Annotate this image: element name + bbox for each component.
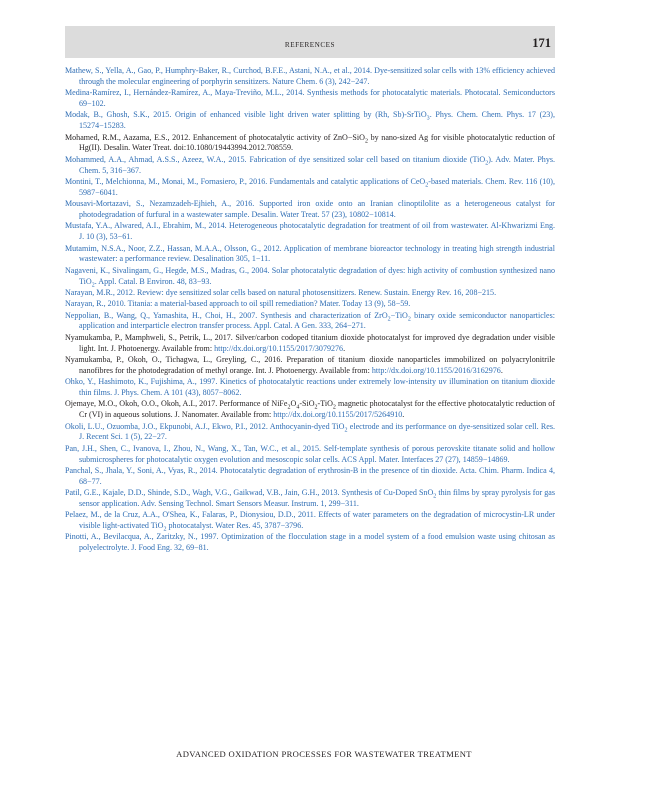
reference-text: Mohammed, A.A., Ahmad, A.S.S., Azeez, W.A., 2015. Fabrication of dye sensitized solar cell based on titanium dioxide (TiO: [65, 154, 486, 164]
subscript: 2: [407, 316, 411, 323]
subscript: 4: [296, 404, 300, 411]
reference-entry: [65, 355, 555, 377]
reference-text: photocatalyst. Water Res. 45, 3787−3796.: [166, 521, 304, 531]
reference-entry: [65, 299, 555, 310]
running-footer: ADVANCED OXIDATION PROCESSES FOR WASTEWATER TREATMENT: [176, 749, 472, 759]
reference-entry: [65, 488, 555, 510]
doi-link[interactable]: http://dx.doi.org/10.1155/2017/3079276: [214, 343, 344, 353]
reference-entry: [65, 244, 555, 266]
reference-text: . Phys. Chem. Chem. Phys. 17 (23), 15274−15283.: [79, 110, 555, 131]
reference-text: Mohamed, R.M., Aazama, E.S., 2012. Enhancement of photocatalytic activity of ZnO−SiO: [65, 132, 365, 142]
reference-text: Montini, T., Melchionna, M., Monai, M., Fornasiero, P., 2016. Fundamentals and catalytic applications of CeO: [65, 176, 426, 186]
reference-text: -based materials. Chem. Rev. 116 (10), 5987−6041.: [79, 176, 555, 197]
subscript: 2: [387, 316, 391, 323]
reference-text: Pan, J.H., Shen, C., Ivanova, I., Zhou, N., Wang, X., Tan, W.C., et al., 2015. Self-template synthesis of porous perovskite titanate solid and hollow submicrospheres for photocatalytic oxygen evolution and mesoscopic solar cells. ACS Appl. Mater. Interfaces 27 (27), 14859−14869.: [65, 443, 555, 464]
reference-text: Panchal, S., Jhala, Y., Soni, A., Vyas, R., 2014. Photocatalytic degradation of erythrosin-B in the presence of tin dioxide. Acta. Chim. Pharm. Indica 4, 68−77.: [65, 465, 555, 486]
reference-text: O: [290, 399, 297, 409]
reference-entry: [65, 155, 555, 177]
subscript: 2: [91, 282, 95, 289]
reference-text: Modak, B., Ghosh, S.K., 2015. Origin of enhanced visible light driven water splitting by (Rh, Sb)-SrTiO: [65, 110, 427, 120]
reference-text: binary oxide semiconductor nanoparticles: application and interparticle electron transfer process. Appl. Catal. A Gen. 333, 264−271.: [79, 310, 555, 331]
reference-text: ). Adv. Mater. Phys. Chem. 5, 316−367.: [79, 154, 555, 175]
reference-entry: [65, 377, 555, 399]
subscript: 2: [287, 404, 291, 411]
reference-text: Okoli, L.U., Ozuomba, J.O., Ekpunobi, A.J., Ekwo, P.I., 2012. Anthocyanin-dyed TiO: [65, 421, 345, 431]
reference-text: Nyamukamba, P., Okoh, O., Tichagwa, L., Greyling, C., 2016. Preparation of titanium dioxide nanoparticles immobilized on polyacrylonitrile nanofibres for the photodegradation of methyl orange. Int. J. Photoenergy. Available from:: [65, 354, 555, 375]
subscript: 2: [332, 404, 336, 411]
reference-entry: [65, 466, 555, 488]
reference-entry: [65, 66, 555, 88]
subscript: 2: [433, 493, 437, 500]
subscript: 2: [314, 404, 318, 411]
reference-entry: [65, 444, 555, 466]
reference-text: Neppolian, B., Wang, Q., Yamashita, H., Choi, H., 2007. Synthesis and characterization of ZrO: [65, 310, 388, 320]
doi-link[interactable]: http://dx.doi.org/10.1155/2016/3162976: [371, 365, 501, 375]
subscript: 3: [426, 115, 430, 122]
reference-entry: [65, 177, 555, 199]
reference-entry: [65, 288, 555, 299]
reference-text: Pinotti, A., Bevilacqua, A., Zaritzky, N., 1997. Optimization of the flocculation stage in a model system of a food emulsion waste using chitosan as polyelectrolyte. J. Food Eng. 32, 69−81.: [65, 532, 555, 553]
subscript: 2: [425, 182, 429, 189]
header-title: REFERENCES: [284, 41, 336, 49]
reference-entry: [65, 88, 555, 110]
reference-text: . Appl. Catal. B Environ. 48, 83−93.: [94, 276, 212, 286]
reference-text: Ojemaye, M.O., Okoh, O.O., Okoh, A.I., 2017. Performance of NiFe: [65, 399, 288, 409]
reference-text: -TiO: [317, 399, 333, 409]
reference-entry: [65, 199, 555, 221]
reference-entry: [65, 311, 555, 333]
reference-text: Medina-Ramírez, I., Hernández-Ramírez, A., Maya-Treviño, M.L., 2014. Synthesis methods for photocatalytic materials. Photocatal. Semiconductors 69−102.: [65, 88, 555, 109]
subscript: 2: [364, 138, 368, 145]
subscript: 2: [344, 427, 348, 434]
reference-text: magnetic photocatalyst for the effective photocatalytic reduction of Cr (VI) in aqueous solutions. J. Nanomater. Available from:: [79, 399, 555, 420]
reference-entry: [65, 266, 555, 288]
reference-text: Mustafa, Y.A., Alwared, A.I., Ebrahim, M., 2014. Heterogeneous photocatalytic degradation for treatment of oil from wastewater. Al-Khwarizmi Eng. J. 10 (3), 53−61.: [65, 221, 555, 242]
reference-entry: [65, 333, 555, 355]
reference-entry: [65, 399, 555, 421]
reference-text: Mutamim, N.S.A., Noor, Z.Z., Hassan, M.A.A., Olsson, G., 2012. Application of membrane bioreactor technology in treating high strength industrial wastewater: a performance review. Desalination 305, 1−11.: [65, 243, 555, 264]
reference-text: thin films by spray pyrolysis for gas sensor application. Adv. Sensing Technol. Smart Sensors Measur. Instrum. 1, 299−311.: [79, 488, 555, 508]
reference-entry: [65, 422, 555, 444]
reference-text: by nano-sized Ag for visible photocatalytic reduction of Hg(II). Desalin. Water Treat. doi:10.1080/19443994.2012.708559.: [79, 132, 555, 153]
reference-text: .: [500, 365, 503, 375]
reference-text: electrode and its performance on dye-sensitized solar cell. Res. J. Recent Sci. 1 (5), 22−27.: [79, 421, 555, 442]
reference-text: Ohko, Y., Hashimoto, K., Fujishima, A., 1997. Kinetics of photocatalytic reactions under extremely low-intensity uv illumination on titanium dioxide thin films. J. Phys. Chem. A 101 (43), 8057−8062.: [65, 377, 555, 397]
reference-text: Patil, G.E., Kajale, D.D., Shinde, S.D., Wagh, V.G., Gaikwad, V.B., Jain, G.H., 2013. Synthesis of Cu-Doped SnO: [65, 488, 434, 498]
reference-entry: [65, 510, 555, 532]
reference-text: Narayan, M.R., 2012. Review: dye sensitized solar cells based on natural photosensitizers. Renew. Sustain. Energy Rev. 16, 208−215.: [65, 287, 497, 297]
reference-entry: [65, 133, 555, 155]
reference-text: Pelaez, M., de la Cruz, A.A., O'Shea, K., Falaras, P., Dionysiou, D.D., 2011. Effects of water parameters on the degradation of microcystin-LR under visible light-activated TiO: [65, 510, 555, 531]
reference-text: .: [343, 343, 346, 353]
reference-entry: [65, 110, 555, 132]
subscript: 2: [485, 160, 489, 167]
reference-entry: [65, 532, 555, 554]
reference-list: [65, 66, 555, 555]
reference-text: Mathew, S., Yella, A., Gao, P., Humphry-Baker, R., Curchod, B.F.E., Astani, N.A., et al., 2014. Dye-sensitized solar cells with 13% efficiency achieved through the molecular engineering of porphyrin sensitizers. Nature Chem. 6 (3), 242−247.: [65, 66, 555, 86]
reference-text: Narayan, R., 2010. Titania: a material-based approach to oil spill remediation? Mater. Today 13 (9), 58−59.: [65, 299, 411, 309]
reference-text: Nagaveni, K., Sivalingam, G., Hegde, M.S., Madras, G., 2004. Solar photocatalytic degradation of dyes: high activity of combustion synthesized nano TiO: [65, 265, 555, 286]
subscript: 2: [163, 526, 167, 533]
reference-text: -SiO: [299, 399, 315, 409]
reference-entry: [65, 221, 555, 243]
reference-text: Mousavi-Mortazavi, S., Nezamzadeh-Ejhieh, A., 2016. Supported iron oxide onto an Iranian clinoptilolite as a heterogeneous catalyst for photodegradation of furfural in a wastewater sample. Desalin. Water Treat. 57 (23), 10802−10814.: [65, 199, 555, 219]
reference-text: .: [402, 410, 405, 420]
reference-text: −TiO: [390, 310, 408, 320]
doi-link[interactable]: http://dx.doi.org/10.1155/2017/5264910: [273, 410, 403, 420]
running-header: [65, 26, 555, 58]
reference-text: Nyamukamba, P., Mamphweli, S., Petrik, L., 2017. Silver/carbon codoped titanium dioxide photocatalyst for improved dye degradation under visible light. Int. J. Photoenergy. Available from:: [65, 332, 555, 353]
page-number: 171: [532, 36, 551, 50]
